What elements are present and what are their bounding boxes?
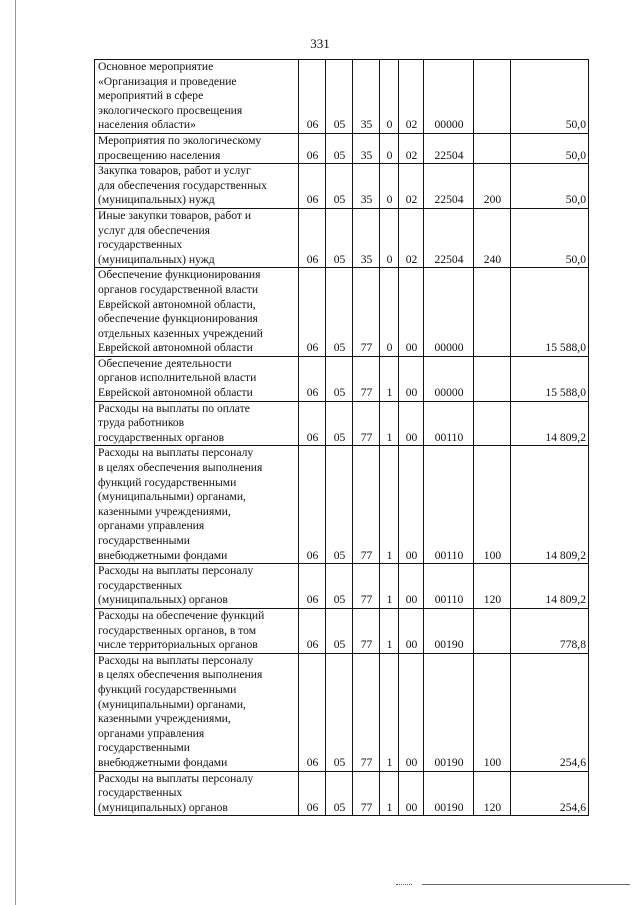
budget-table-body [95, 60, 589, 816]
page-number: 331 [310, 36, 330, 51]
code-direction: 00000 [424, 60, 474, 134]
table-row [95, 60, 589, 134]
row-amount: 778,8 [511, 608, 589, 653]
row-amount: 50,0 [511, 60, 589, 134]
row-amount: 14 809,2 [511, 564, 589, 609]
code-subsection: 05 [326, 771, 353, 816]
table-row [95, 608, 589, 653]
row-description: Обеспечение деятельности органов исполнительной власти Еврейской автономной области [95, 356, 299, 401]
code-subsection: 05 [326, 164, 353, 209]
code-subprogram: 0 [380, 268, 399, 357]
code-main-activity: 00 [399, 446, 424, 564]
code-direction: 00000 [424, 268, 474, 357]
code-main-activity: 00 [399, 564, 424, 609]
code-subprogram: 0 [380, 208, 399, 267]
code-direction: 00190 [424, 771, 474, 816]
table-row [95, 208, 589, 267]
code-program: 77 [353, 653, 380, 771]
code-expense-type: 100 [474, 653, 511, 771]
code-subsection: 05 [326, 653, 353, 771]
table-row [95, 268, 589, 357]
code-program: 35 [353, 60, 380, 134]
code-direction: 00110 [424, 401, 474, 446]
row-amount: 254,6 [511, 653, 589, 771]
table-row [95, 356, 589, 401]
code-section: 06 [299, 771, 326, 816]
code-main-activity: 00 [399, 771, 424, 816]
code-section: 06 [299, 653, 326, 771]
code-main-activity: 02 [399, 208, 424, 267]
code-subsection: 05 [326, 401, 353, 446]
code-expense-type [474, 133, 511, 163]
row-amount: 15 588,0 [511, 356, 589, 401]
row-description: Закупка товаров, работ и услуг для обеспечения государственных (муниципальных) нужд [95, 164, 299, 209]
row-description: Расходы на выплаты персоналу в целях обеспечения выполнения функций государственными (муниципальными) органами, казенными учреждениями, органами управления государственными внебюджетными фондами [95, 653, 299, 771]
code-subprogram: 1 [380, 653, 399, 771]
code-subsection: 05 [326, 608, 353, 653]
code-direction: 00190 [424, 608, 474, 653]
code-section: 06 [299, 401, 326, 446]
code-main-activity: 02 [399, 164, 424, 209]
code-direction: 22504 [424, 164, 474, 209]
table-row [95, 771, 589, 816]
code-section: 06 [299, 60, 326, 134]
code-direction: 00000 [424, 356, 474, 401]
code-subprogram: 0 [380, 60, 399, 134]
code-subsection: 05 [326, 208, 353, 267]
code-expense-type: 100 [474, 446, 511, 564]
code-main-activity: 00 [399, 356, 424, 401]
code-direction: 22504 [424, 133, 474, 163]
code-program: 35 [353, 164, 380, 209]
code-expense-type: 240 [474, 208, 511, 267]
code-direction: 22504 [424, 208, 474, 267]
code-subsection: 05 [326, 60, 353, 134]
row-description: Расходы на обеспечение функций государственных органов, в том числе территориальных органов [95, 608, 299, 653]
code-section: 06 [299, 356, 326, 401]
code-expense-type: 120 [474, 771, 511, 816]
code-program: 77 [353, 446, 380, 564]
code-program: 77 [353, 564, 380, 609]
row-amount: 14 809,2 [511, 446, 589, 564]
code-program: 77 [353, 268, 380, 357]
row-amount: 50,0 [511, 133, 589, 163]
bottom-dotted-mark [396, 884, 412, 885]
code-main-activity: 02 [399, 133, 424, 163]
code-direction: 00190 [424, 653, 474, 771]
row-amount: 15 588,0 [511, 268, 589, 357]
code-expense-type [474, 401, 511, 446]
code-subprogram: 1 [380, 356, 399, 401]
row-description: Расходы на выплаты по оплате труда работников государственных органов [95, 401, 299, 446]
row-description: Обеспечение функционирования органов государственной власти Еврейской автономной области, обеспечение функционирования отдельных казенных учреждений Еврейской автономной области [95, 268, 299, 357]
code-subsection: 05 [326, 446, 353, 564]
row-amount: 14 809,2 [511, 401, 589, 446]
code-main-activity: 00 [399, 268, 424, 357]
code-expense-type [474, 268, 511, 357]
code-main-activity: 00 [399, 401, 424, 446]
code-subsection: 05 [326, 564, 353, 609]
code-section: 06 [299, 268, 326, 357]
code-section: 06 [299, 133, 326, 163]
code-subprogram: 1 [380, 771, 399, 816]
row-amount: 50,0 [511, 208, 589, 267]
code-subprogram: 1 [380, 446, 399, 564]
table-row [95, 164, 589, 209]
code-section: 06 [299, 164, 326, 209]
code-subsection: 05 [326, 133, 353, 163]
code-expense-type: 200 [474, 164, 511, 209]
left-scan-edge-line [15, 0, 16, 905]
code-subprogram: 1 [380, 401, 399, 446]
code-expense-type [474, 60, 511, 134]
code-subsection: 05 [326, 356, 353, 401]
table-row [95, 653, 589, 771]
code-subprogram: 0 [380, 133, 399, 163]
row-description: Иные закупки товаров, работ и услуг для обеспечения государственных (муниципальных) нужд [95, 208, 299, 267]
code-section: 06 [299, 446, 326, 564]
code-program: 35 [353, 208, 380, 267]
code-program: 77 [353, 771, 380, 816]
row-amount: 50,0 [511, 164, 589, 209]
table-row [95, 446, 589, 564]
code-program: 77 [353, 608, 380, 653]
code-section: 06 [299, 564, 326, 609]
code-subprogram: 1 [380, 608, 399, 653]
row-description: Мероприятия по экологическому просвещению населения [95, 133, 299, 163]
table-row [95, 564, 589, 609]
code-expense-type [474, 608, 511, 653]
code-main-activity: 00 [399, 653, 424, 771]
row-description: Основное мероприятие «Организация и проведение мероприятий в сфере экологического просвещения населения области» [95, 60, 299, 134]
code-main-activity: 02 [399, 60, 424, 134]
row-description: Расходы на выплаты персоналу в целях обеспечения выполнения функций государственными (муниципальными) органами, казенными учреждениями, органами управления государственными внебюджетными фондами [95, 446, 299, 564]
code-program: 77 [353, 356, 380, 401]
code-expense-type: 120 [474, 564, 511, 609]
code-main-activity: 00 [399, 608, 424, 653]
code-section: 06 [299, 208, 326, 267]
bottom-scan-marks [396, 884, 636, 885]
row-amount: 254,6 [511, 771, 589, 816]
table-row [95, 401, 589, 446]
code-subsection: 05 [326, 268, 353, 357]
code-expense-type [474, 356, 511, 401]
row-description: Расходы на выплаты персоналу государственных (муниципальных) органов [95, 771, 299, 816]
code-subprogram: 1 [380, 564, 399, 609]
bottom-rule [422, 884, 630, 885]
code-subprogram: 0 [380, 164, 399, 209]
code-program: 35 [353, 133, 380, 163]
code-direction: 00110 [424, 564, 474, 609]
table-row [95, 133, 589, 163]
row-description: Расходы на выплаты персоналу государственных (муниципальных) органов [95, 564, 299, 609]
code-program: 77 [353, 401, 380, 446]
code-direction: 00110 [424, 446, 474, 564]
code-section: 06 [299, 608, 326, 653]
budget-table [94, 59, 589, 816]
